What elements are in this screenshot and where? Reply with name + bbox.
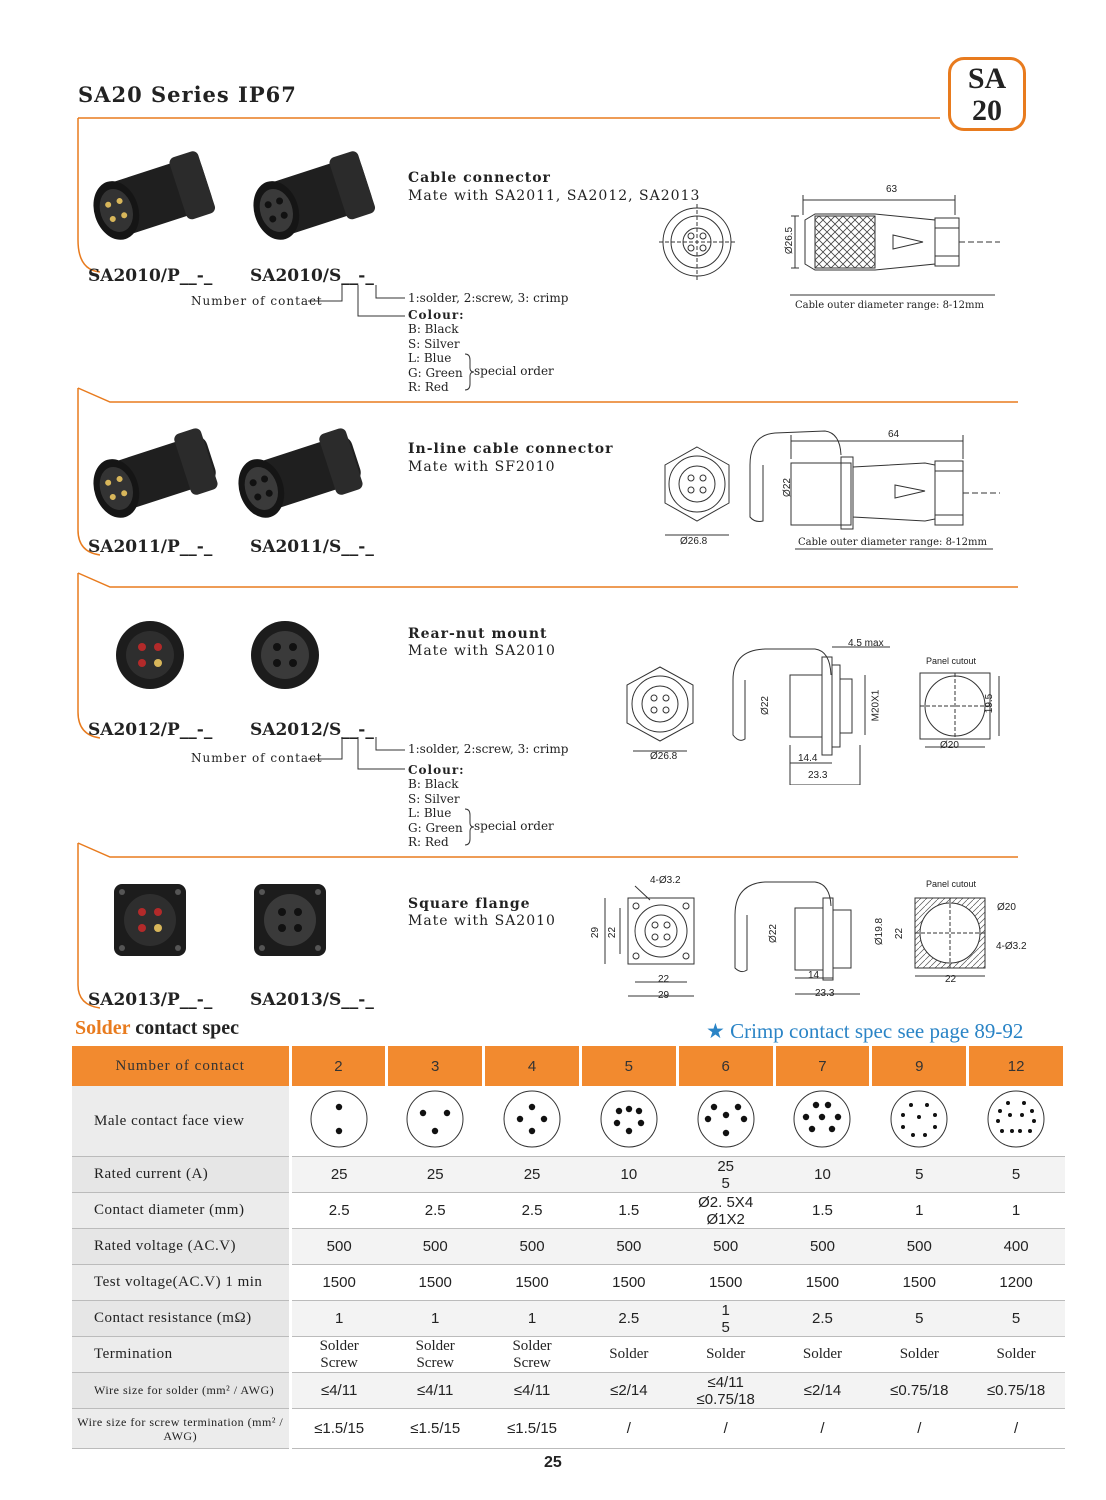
connector-photo-male (85, 150, 225, 250)
dim-b-4: 23.3 (815, 988, 835, 999)
table-cell: 1.5 (774, 1193, 871, 1229)
row-label: Contact resistance (mΩ) (72, 1301, 290, 1337)
colour-g: G: Green (408, 365, 463, 380)
table-row (72, 1337, 1065, 1373)
badge-line2: 20 (972, 94, 1002, 127)
row-label: Rated voltage (AC.V) (72, 1229, 290, 1265)
table-cell (677, 1193, 774, 1229)
table-row (72, 1265, 1065, 1301)
panel-22v: 22 (894, 927, 906, 940)
table-cell: 1500 (774, 1265, 871, 1301)
panel-cutout-label-4: Panel cutout (926, 879, 977, 889)
pin-dot (829, 1126, 835, 1132)
row-label: Rated current (A) (72, 1157, 290, 1193)
dim-thread: M20X1 (870, 689, 882, 722)
pin-dot (444, 1110, 450, 1116)
table-cell: Solder (677, 1337, 774, 1373)
header-contact-4: 4 (484, 1046, 581, 1086)
header-contact-6: 6 (677, 1046, 774, 1086)
pin-dot (819, 1114, 825, 1120)
pin-dot (901, 1113, 905, 1117)
pin-dot (1010, 1129, 1014, 1133)
table-cell: 10 (580, 1157, 677, 1193)
dim-198: Ø19.8 (874, 917, 886, 946)
face-view-6 (677, 1086, 774, 1157)
contact-face-icon (887, 1087, 951, 1151)
row-label: Termination (72, 1337, 290, 1373)
table-row (72, 1409, 1065, 1449)
table-cell: 1500 (387, 1265, 484, 1301)
colour-r: R: Red (408, 835, 449, 849)
pin-dot (933, 1113, 937, 1117)
cell-line: Ø2. 5X4 (698, 1193, 754, 1211)
pin-dot (420, 1110, 426, 1116)
connector-photo-male-flange (110, 880, 190, 960)
table-cell: ≤4/11 (484, 1373, 581, 1409)
table-cell: ≤0.75/18 (968, 1373, 1065, 1409)
row-label: Male contact face view (72, 1086, 290, 1157)
cell-line: Screw (320, 1354, 358, 1371)
table-cell: 1 (484, 1301, 581, 1337)
table-row (72, 1157, 1065, 1193)
pin-dot (638, 1120, 644, 1126)
table-cell: ≤2/14 (580, 1373, 677, 1409)
connector-photo-female-flange (250, 880, 330, 960)
pin-dot (1022, 1101, 1026, 1105)
face-view-4 (484, 1086, 581, 1157)
table-row (72, 1373, 1065, 1409)
connector-photo-female (230, 428, 370, 528)
spec-title (75, 1017, 239, 1040)
dim-22v: 22 (607, 926, 619, 939)
table-cell: Solder (580, 1337, 677, 1373)
pin-dot (529, 1104, 535, 1110)
section4-title: Square flange (408, 896, 531, 912)
table-cell: 1 (290, 1301, 387, 1337)
table-cell: 5 (968, 1157, 1065, 1193)
pin-dot (541, 1116, 547, 1122)
cell-line: 5 (721, 1318, 730, 1336)
header-contact-2: 2 (290, 1046, 387, 1086)
header-contact-5: 5 (580, 1046, 677, 1086)
pin-dot (1028, 1129, 1032, 1133)
pin-dot (933, 1125, 937, 1129)
section2-title: In-line cable connector (408, 441, 614, 457)
face-view-2 (290, 1086, 387, 1157)
table-cell: ≤4/11 (387, 1373, 484, 1409)
table-cell (484, 1337, 581, 1373)
table-cell: 500 (774, 1229, 871, 1265)
dim-length-1: 63 (886, 184, 898, 195)
section-line-3 (78, 573, 1018, 587)
dim-length-2: 64 (888, 429, 900, 440)
row-label: Contact diameter (mm) (72, 1193, 290, 1229)
table-cell (677, 1157, 774, 1193)
dim-dia-3: Ø22 (759, 696, 771, 715)
pin-dot (704, 1116, 710, 1122)
table-cell: 1 (871, 1193, 968, 1229)
pin-dot (336, 1128, 342, 1134)
face-view-3 (387, 1086, 484, 1157)
colour-b: B: Black (408, 777, 459, 791)
table-header-row (72, 1046, 1065, 1086)
table-cell: Solder (968, 1337, 1065, 1373)
table-cell: 25 (290, 1157, 387, 1193)
table-row (72, 1086, 1065, 1157)
panel-d-4: Ø20 (997, 902, 1016, 913)
table-cell: 500 (484, 1229, 581, 1265)
table-cell: 500 (580, 1229, 677, 1265)
pin-dot (614, 1120, 620, 1126)
colour-b: B: Black (408, 322, 459, 336)
contact-face-icon (307, 1087, 371, 1151)
section3-title: Rear-nut mount (408, 626, 548, 642)
table-cell: 25 (484, 1157, 581, 1193)
table-cell: 1500 (871, 1265, 968, 1301)
table-cell: / (677, 1409, 774, 1449)
colour-s: S: Silver (408, 791, 460, 806)
pin-dot (636, 1108, 642, 1114)
dim-a-3: 14.4 (798, 753, 818, 764)
table-cell: / (774, 1409, 871, 1449)
section4-mate: Mate with SA2010 (408, 913, 556, 929)
pin-dot (1030, 1109, 1034, 1113)
table-cell: 500 (871, 1229, 968, 1265)
pin-dot (901, 1125, 905, 1129)
pin-dot (1032, 1119, 1036, 1123)
table-cell: 25 (387, 1157, 484, 1193)
connector-photo-female-panel (245, 615, 325, 695)
section2-part-s: SA2011/S__-_ (250, 537, 374, 557)
pin-dot (925, 1103, 929, 1107)
badge-line1: SA (967, 62, 1007, 95)
table-cell: 2.5 (774, 1301, 871, 1337)
contact-face-icon (403, 1087, 467, 1151)
legend1-number-of-contact: Number of contact (191, 294, 323, 308)
table-cell: / (968, 1409, 1065, 1449)
section2-part-p: SA2011/P__-_ (88, 537, 213, 557)
table-cell: 5 (871, 1301, 968, 1337)
pin-dot (1006, 1101, 1010, 1105)
header-contact-7: 7 (774, 1046, 871, 1086)
table-cell: 2.5 (387, 1193, 484, 1229)
dim-dia-2: Ø22 (781, 478, 793, 497)
section4-part-p: SA2013/P__-_ (88, 990, 213, 1010)
contact-face-icon (790, 1087, 854, 1151)
table-row (72, 1301, 1065, 1337)
table-cell: 1 (387, 1301, 484, 1337)
cell-line: Ø1X2 (706, 1210, 745, 1228)
table-cell: / (580, 1409, 677, 1449)
legend1-colour-list (408, 322, 463, 395)
pin-dot (722, 1112, 728, 1118)
table-cell: 2.5 (290, 1193, 387, 1229)
connector-photo-male-panel (110, 615, 190, 695)
table-row (72, 1229, 1065, 1265)
table-cell: 1 (968, 1193, 1065, 1229)
header-label: Number of contact (72, 1046, 290, 1086)
drawing-cable-connector (655, 180, 1015, 320)
pin-dot (626, 1128, 632, 1134)
dim-dia-4: Ø22 (767, 924, 779, 943)
table-cell: Solder (871, 1337, 968, 1373)
cell-line: ≤4/11 (707, 1373, 744, 1391)
row-label: Wire size for solder (mm² / AWG) (72, 1373, 290, 1409)
dim-dia-1: Ø26.5 (784, 226, 796, 255)
cable-range-2: Cable outer diameter range: 8-12mm (798, 537, 988, 548)
dim-face-3: Ø26.8 (650, 751, 678, 762)
legend2-termination: 1:solder, 2:screw, 3: crimp (408, 742, 569, 756)
face-view-5 (580, 1086, 677, 1157)
table-cell: 400 (968, 1229, 1065, 1265)
table-cell (290, 1337, 387, 1373)
pin-dot (998, 1109, 1002, 1113)
header-contact-12: 12 (968, 1046, 1065, 1086)
table-cell: 1.5 (580, 1193, 677, 1229)
contact-face-icon (694, 1087, 758, 1151)
legend1-special: special order (474, 364, 554, 378)
connector-photo-male (85, 428, 225, 528)
drawing-inline-connector (655, 425, 1015, 555)
pin-dot (432, 1128, 438, 1134)
legend2-special: special order (474, 819, 554, 833)
table-cell: ≤0.75/18 (871, 1373, 968, 1409)
pin-dot (1018, 1129, 1022, 1133)
colour-s: S: Silver (408, 336, 460, 351)
colour-l: L: Blue (408, 806, 452, 820)
holes-4: 4-Ø3.2 (650, 875, 681, 886)
pin-dot (835, 1114, 841, 1120)
table-cell: Solder (774, 1337, 871, 1373)
header-contact-3: 3 (387, 1046, 484, 1086)
section3-part-s: SA2012/S__-_ (250, 720, 374, 740)
panel-22h: 22 (945, 974, 957, 985)
pin-dot (1000, 1129, 1004, 1133)
row-label: Test voltage(AC.V) 1 min (72, 1265, 290, 1301)
pin-dot (923, 1133, 927, 1137)
face-view-7 (774, 1086, 871, 1157)
pin-dot (825, 1102, 831, 1108)
cell-line: ≤0.75/18 (696, 1390, 755, 1408)
panel-holes: 4-Ø3.2 (996, 941, 1027, 952)
table-cell (387, 1337, 484, 1373)
legend2-number-of-contact: Number of contact (191, 751, 323, 765)
cell-line: 25 (717, 1157, 734, 1175)
header-contact-9: 9 (871, 1046, 968, 1086)
dim-29v: 29 (590, 926, 602, 939)
section1-part-p: SA2010/P__-_ (88, 266, 213, 286)
contact-face-icon (984, 1087, 1048, 1151)
table-cell: 1200 (968, 1265, 1065, 1301)
crimp-note[interactable]: ★ Crimp contact spec see page 89-92 (706, 1019, 1024, 1043)
section1-part-s: SA2010/S__-_ (250, 266, 374, 286)
colour-r: R: Red (408, 380, 449, 394)
cell-line: Screw (513, 1354, 551, 1371)
pin-dot (1008, 1113, 1012, 1117)
connector-photo-female (245, 150, 385, 250)
table-cell: 1500 (677, 1265, 774, 1301)
cable-range-1: Cable outer diameter range: 8-12mm (795, 300, 985, 311)
table-row (72, 1193, 1065, 1229)
pin-dot (803, 1114, 809, 1120)
pin-dot (996, 1119, 1000, 1123)
pin-dot (710, 1104, 716, 1110)
spec-table (72, 1046, 1066, 1449)
face-view-9 (871, 1086, 968, 1157)
table-cell: ≤4/11 (290, 1373, 387, 1409)
pin-dot (734, 1104, 740, 1110)
cell-line: 5 (721, 1174, 730, 1192)
table-cell: 1500 (290, 1265, 387, 1301)
dim-a-4: 14 (808, 970, 820, 981)
table-cell: 5 (871, 1157, 968, 1193)
legend2-colour: Colour: (408, 763, 465, 777)
dim-face-2: Ø26.8 (680, 536, 708, 547)
table-cell: 2.5 (484, 1193, 581, 1229)
pin-dot (626, 1106, 632, 1112)
section1-mate: Mate with SA2011, SA2012, SA2013 (408, 188, 701, 204)
table-cell: 500 (677, 1229, 774, 1265)
section-line-4 (78, 843, 1018, 857)
legend2-colour-list (408, 777, 463, 850)
section4-part-s: SA2013/S__-_ (250, 990, 374, 1010)
spec-title-rest: contact spec (130, 1017, 240, 1039)
pin-dot (722, 1130, 728, 1136)
dim-22h: 22 (658, 974, 670, 985)
section-bracket-4 (78, 843, 100, 1008)
table-cell: 5 (968, 1301, 1065, 1337)
section3-part-p: SA2012/P__-_ (88, 720, 213, 740)
dim-29h: 29 (658, 990, 670, 1001)
section-line-2 (78, 388, 1018, 402)
cell-line: Solder (415, 1337, 455, 1354)
table-cell: / (871, 1409, 968, 1449)
table-cell: 500 (290, 1229, 387, 1265)
table-cell: 2.5 (580, 1301, 677, 1337)
pin-dot (517, 1116, 523, 1122)
pin-dot (1020, 1113, 1024, 1117)
pin-dot (917, 1115, 921, 1119)
table-cell: 500 (387, 1229, 484, 1265)
pin-dot (911, 1133, 915, 1137)
dim-b-3: 23.3 (808, 770, 828, 781)
cell-line: Solder (319, 1337, 359, 1354)
page-number: 25 (544, 1454, 562, 1471)
table-cell: 1500 (484, 1265, 581, 1301)
series-title: SA20 Series IP67 (78, 82, 297, 107)
table-cell: ≤1.5/15 (387, 1409, 484, 1449)
table-cell: ≤1.5/15 (484, 1409, 581, 1449)
table-cell: 10 (774, 1157, 871, 1193)
table-cell (677, 1373, 774, 1409)
contact-face-icon (597, 1087, 661, 1151)
colour-g: G: Green (408, 820, 463, 835)
face-view-12 (968, 1086, 1065, 1157)
cell-line: Solder (512, 1337, 552, 1354)
section1-title: Cable connector (408, 170, 551, 186)
legend1-colour: Colour: (408, 308, 465, 322)
contact-face-icon (500, 1087, 564, 1151)
pin-dot (809, 1126, 815, 1132)
dim-nut: 4.5 max (848, 638, 884, 649)
pin-dot (813, 1102, 819, 1108)
colour-l: L: Blue (408, 351, 452, 365)
table-cell: ≤2/14 (774, 1373, 871, 1409)
pin-dot (336, 1104, 342, 1110)
section-bracket-3 (78, 573, 100, 738)
pin-dot (740, 1116, 746, 1122)
pin-dot (909, 1103, 913, 1107)
cell-line: Screw (416, 1354, 454, 1371)
table-cell: ≤1.5/15 (290, 1409, 387, 1449)
legend1-termination: 1:solder, 2:screw, 3: crimp (408, 291, 569, 305)
panel-h-3: 19.5 (984, 693, 996, 714)
panel-d-3: Ø20 (940, 740, 959, 751)
table-cell (677, 1301, 774, 1337)
section3-mate: Mate with SA2010 (408, 643, 556, 659)
spec-title-orange: Solder (75, 1017, 131, 1039)
pin-dot (529, 1128, 535, 1134)
table-cell: 1500 (580, 1265, 677, 1301)
row-label: Wire size for screw termination (mm² / AWG) (72, 1409, 290, 1449)
panel-cutout-label-3: Panel cutout (926, 656, 977, 666)
section2-mate: Mate with SF2010 (408, 459, 556, 475)
pin-dot (616, 1108, 622, 1114)
cell-line: 1 (721, 1301, 730, 1319)
